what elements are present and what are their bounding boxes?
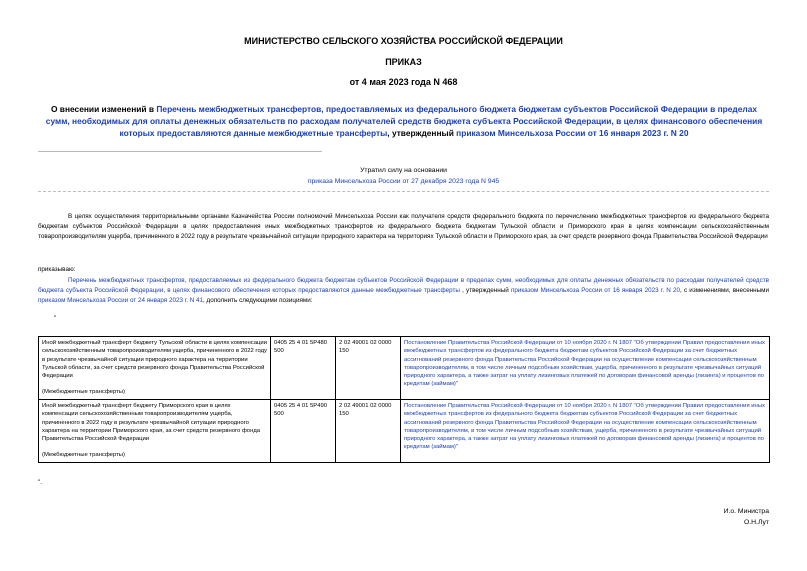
expiry-note-link-line [0, 177, 807, 187]
body-text-2: , с изменениями, внесенными [680, 287, 770, 294]
body-link-list[interactable]: Перечень межбюджетных трансфертов, предоставляемых из федерального бюджета бюджетам субъектов Российской Федерации в пределах сумм, необходимых для оплаты денежных обязательств по расходам получателей средств бюджета субъекта Российской Федерации, в целях финансового обеспечения которых предоставляются данные межбюджетные трансферты [38, 277, 769, 294]
close-quote: ". [38, 479, 42, 486]
table-cell-basis [401, 337, 770, 400]
document-type: ПРИКАЗ [385, 57, 422, 67]
table-cell-code: 0405 25 4 01 5Р480 500 [271, 337, 336, 400]
body-paragraph [38, 276, 769, 306]
signer-position: И.о. Министра [723, 508, 769, 515]
basis-link[interactable]: Постановление Правительства Российской Федерации от 10 ноября 2020 г. N 1807 "Об утверждении Правил предоставления иных межбюджетных трансфертов из федерального бюджета бюджетам субъектов Российской Федерации за счет бюджетных ассигнований резервного фонда Правительства Российской Федерации на осуществление компенсации сельскохозяйственным товаропроизводителям, в том числе личным подсобным хозяйствам, ущерба, причиненного в результате чрезвычайных ситуаций природного характера, а также затрат на уплату лизинговых платежей по договорам финансовой аренды (лизинга) и процентов по кредитам (займам)" [404, 340, 765, 388]
open-quote: " [54, 315, 57, 322]
separator-short [38, 151, 322, 152]
transfer-name: Иной межбюджетный трансферт бюджету Приморского края в целях компенсации сельскохозяйственным товаропроизводителям ущерба, причиненного в 2022 году в результате чрезвычайной ситуации природного характера на территории Приморского края, за счет средств резервного фонда Правительства Российской Федерации [42, 403, 261, 443]
expiry-note-line: Утратил силу на основании [360, 167, 447, 174]
table-cell-name [39, 337, 271, 400]
document-date-number: от 4 мая 2023 года N 468 [349, 77, 458, 87]
table-row [39, 400, 770, 463]
body-link-order20[interactable]: приказом Минсельхоза России от 16 января 2023 г. N 20 [510, 287, 681, 294]
body-text-1: , утвержденный [459, 287, 511, 294]
ministry-name: МИНИСТЕРСТВО СЕЛЬСКОГО ХОЗЯЙСТВА РОССИЙСКОЙ ФЕДЕРАЦИИ [244, 36, 563, 46]
transfers-table [38, 336, 770, 463]
order-word: приказываю: [38, 266, 76, 273]
document-title [38, 103, 770, 139]
expiry-note-link[interactable]: приказа Минсельхоза России от 27 декабря 2023 года N 945 [307, 178, 500, 185]
body-link-order41[interactable]: приказом Минсельхоза России от 24 января 2023 г. N 41 [38, 297, 204, 304]
table-cell-basis [401, 400, 770, 463]
table-cell-code: 0405 25 4 01 5Р490 500 [271, 400, 336, 463]
title-link-order[interactable]: приказом Минсельхоза России от 16 января 2023 г. N 20 [456, 128, 689, 138]
preamble-text: В целях осуществления территориальными органами Казначейства России полномочий Минсельхоза России как получателя средств федерального бюджета по перечислению межбюджетных трансфертов из федерального бюджета бюджетам субъектов Российской Федерации в целях предоставления иных межбюджетных трансфертов из федерального бюджета бюджетам Тульской области и Приморского края в целях компенсации сельскохозяйственным товаропроизводителям ущерба, причиненного в 2022 году в результате чрезвычайной ситуации природного характера на территориях Тульской области и Приморского края, за счет средств резервного фонда Правительства Российской Федерации [38, 213, 769, 240]
transfer-name: Иной межбюджетный трансферт бюджету Тульской области в целях компенсации сельскохозяйственным товаропроизводителям ущерба, причиненного в 2022 году в результате чрезвычайной ситуации природного характера на территории Тульской области, за счет средств резервного фонда Правительства Российской Федерации [42, 340, 267, 380]
preamble-paragraph [38, 212, 769, 242]
table-cell-code: 2 02 49001 02 0000 150 [336, 337, 401, 400]
table-cell-code: 2 02 49001 02 0000 150 [336, 400, 401, 463]
title-prefix: О внесении изменений в [50, 104, 157, 114]
body-text-3: , дополнить следующими позициями: [203, 297, 313, 304]
title-middle: , утвержденный [387, 128, 457, 138]
transfer-kind: (Межбюджетные трансферты) [42, 452, 125, 459]
basis-link[interactable]: Постановление Правительства Российской Федерации от 10 ноября 2020 г. N 1807 "Об утверждении Правил предоставления иных межбюджетных трансфертов из федерального бюджета бюджетам субъектов Российской Федерации за счет бюджетных ассигнований резервного фонда Правительства Российской Федерации на осуществление компенсации сельскохозяйственным товаропроизводителям, в том числе личным подсобным хозяйствам, ущерба, причиненного в результате чрезвычайных ситуаций природного характера, а также затрат на уплату лизинговых платежей по договорам финансовой аренды (лизинга) и процентов по кредитам (займам)" [404, 403, 765, 451]
title-link-list[interactable]: Перечень межбюджетных трансфертов, предоставляемых из федерального бюджета бюджетам субъектов Российской Федерации в пределах сумм, необходимых для оплаты денежных обязательств по расходам получателей средств бюджета субъекта Российской Федерации, в целях финансового обеспечения которых предоставляются данные межбюджетные трансферты [45, 104, 763, 138]
table-cell-name [39, 400, 271, 463]
table-row [39, 337, 770, 400]
separator-dashed [38, 191, 769, 192]
signer-name: О.Н.Лут [743, 519, 769, 526]
transfer-kind: (Межбюджетные трансферты) [42, 389, 125, 396]
